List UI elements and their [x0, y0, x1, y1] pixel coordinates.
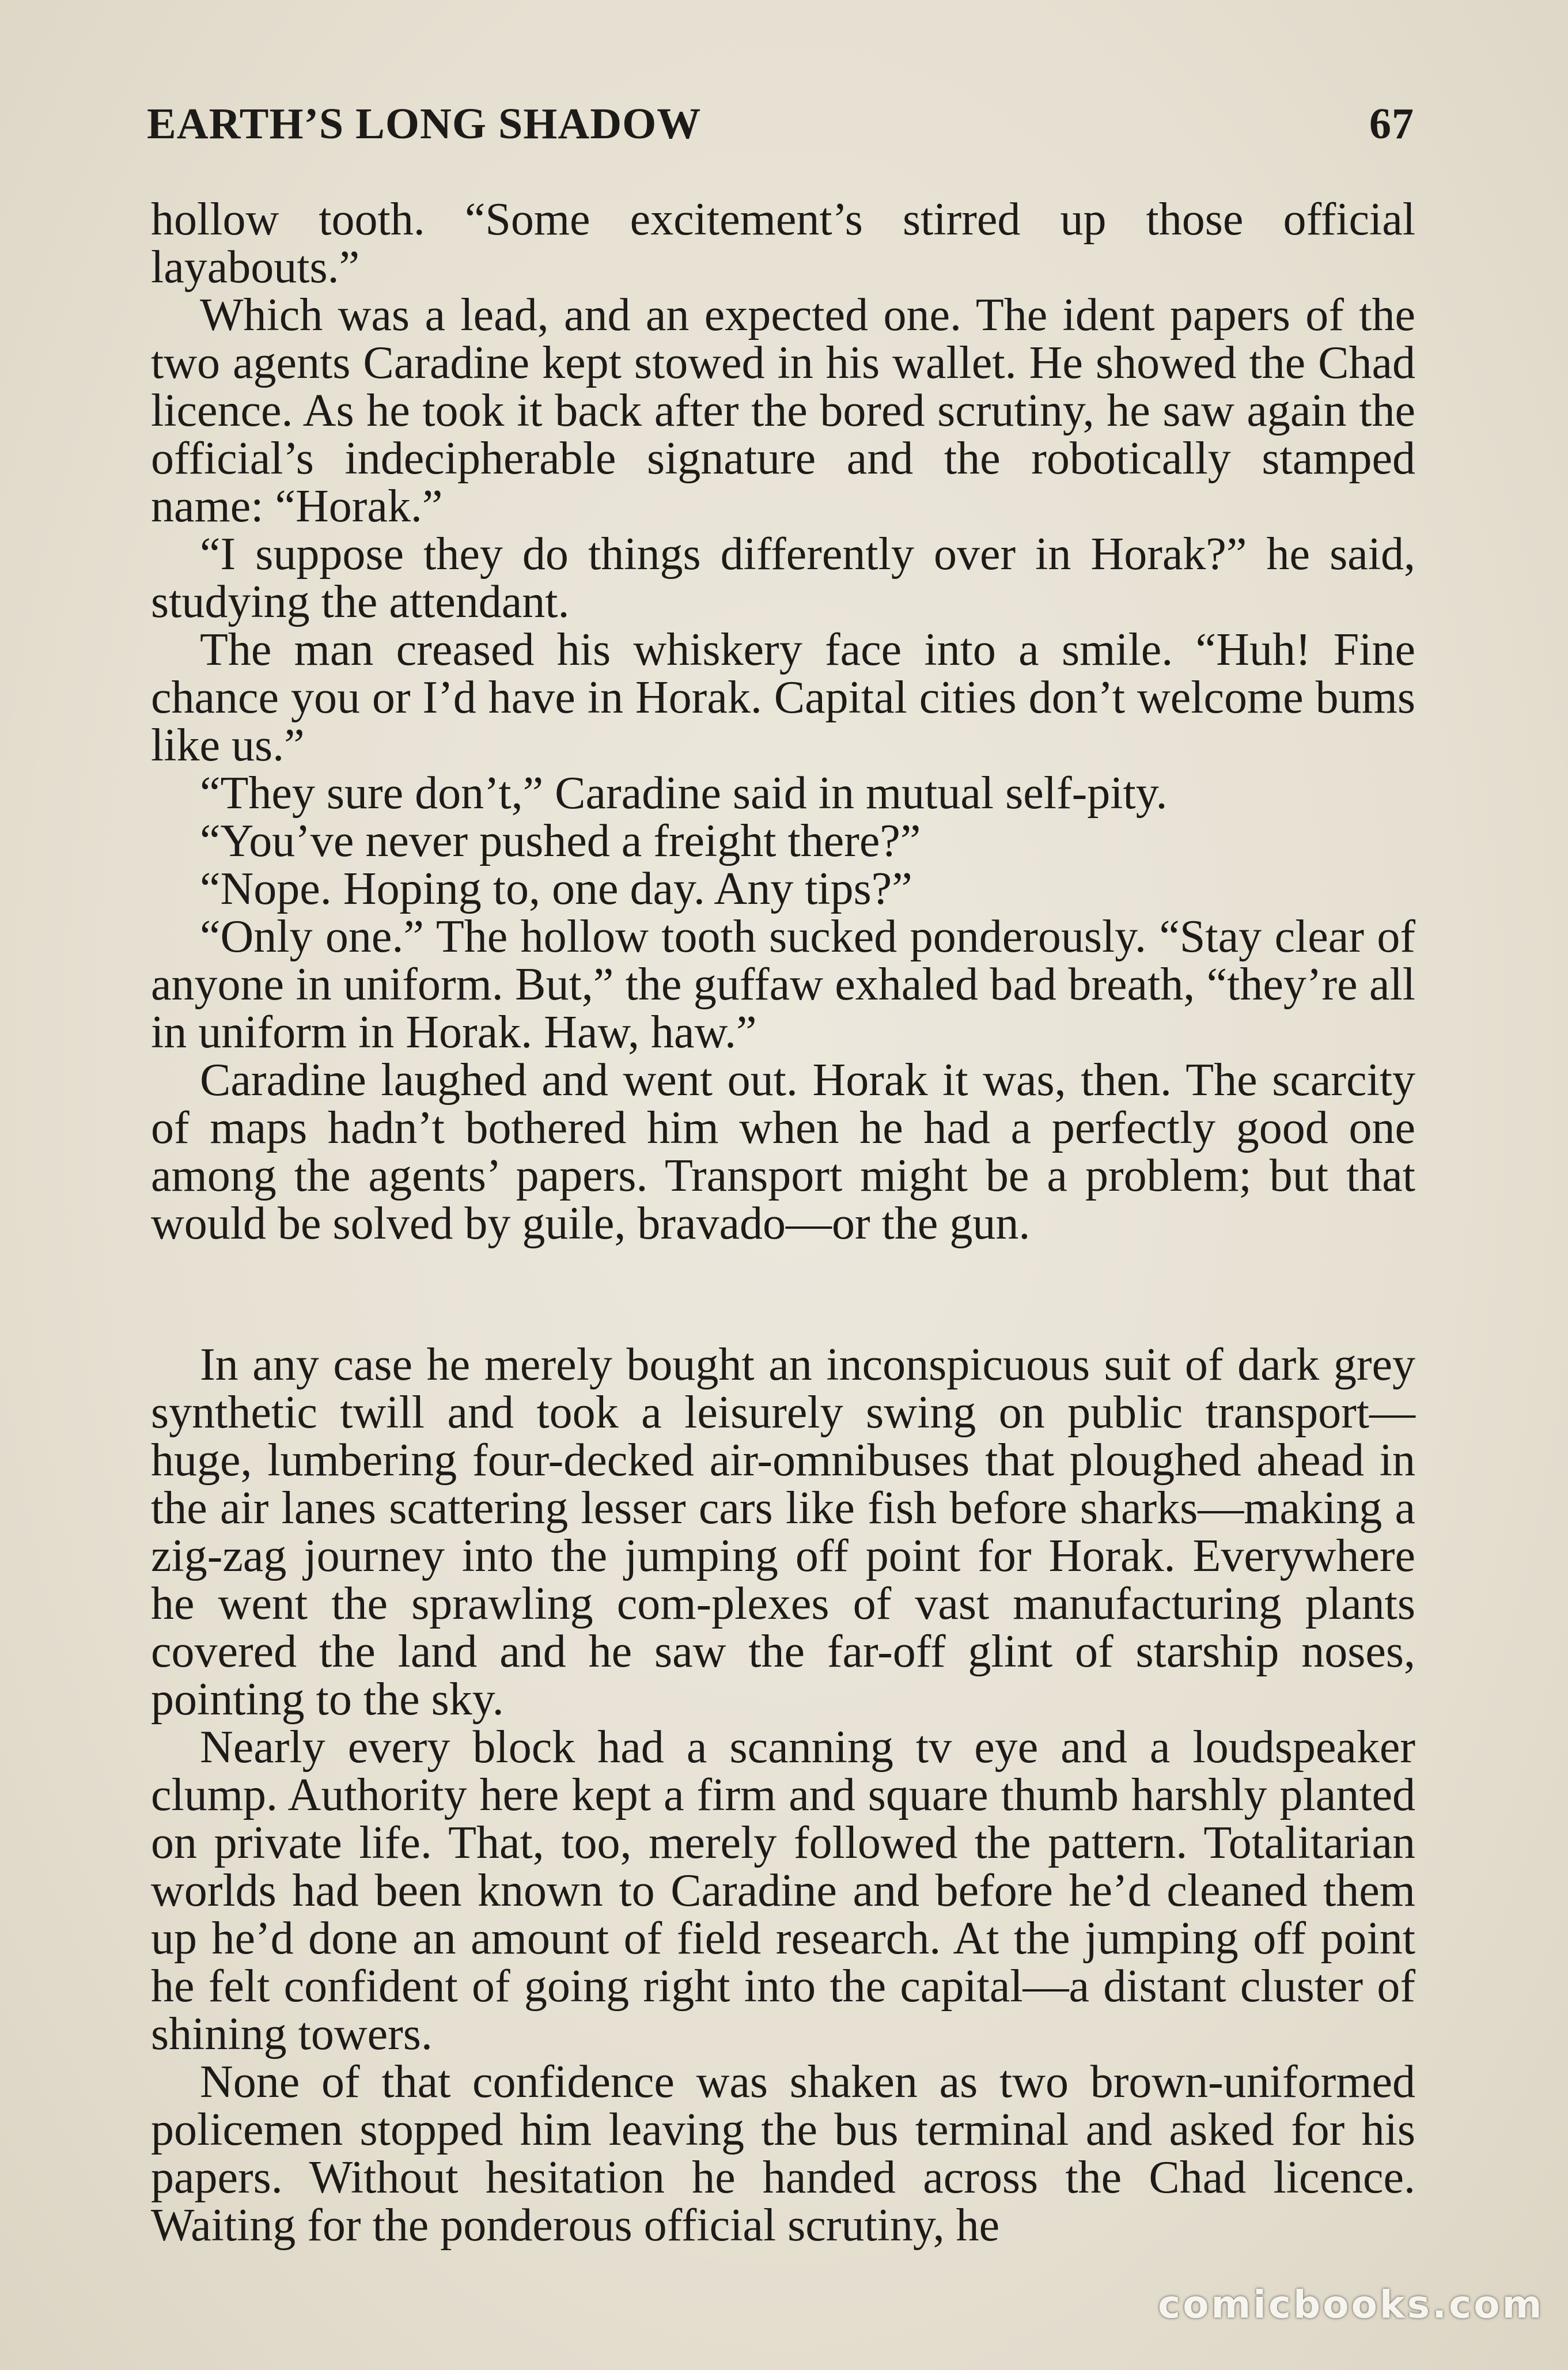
paragraph: Nearly every block had a scanning tv eye and a loudspeaker clump. Authority here kept a firm and square thumb harshly planted on private life. That, too, merely followed the pattern. Totalitarian worlds had been known to Caradine and before he’d cleaned them up he’d done an amount of field research. At the jumping off point he felt confident of going right into the capital—a distant cluster of shining towers.	[151, 1722, 1415, 2059]
paragraph: “You’ve never pushed a freight there?”	[200, 816, 921, 866]
paragraph: The man creased his whiskery face into a smile. “Huh! Fine chance you or I’d have in Horak. Capital cities don’t welcome bums like us.”	[151, 624, 1415, 771]
watermark: comicbooks.com	[1158, 2282, 1544, 2327]
page-number: 67	[1369, 100, 1414, 148]
running-header	[147, 99, 1414, 157]
text-block-after-break	[151, 1341, 1415, 2250]
paragraph: None of that confidence was shaken as two brown-uniformed policemen stopped him leaving the bus terminal and asked for his papers. Without hesitation he handed across the Chad licence. Waiting for the ponderous official scrutiny, he	[151, 2057, 1415, 2251]
chapter-title: EARTH’S LONG SHADOW	[147, 100, 702, 148]
paragraph: In any case he merely bought an inconspicuous suit of dark grey synthetic twill and took a leisurely swing on public transport—huge, lumbering four-decked air-omnibuses that ploughed ahead in the air lanes scattering lesser cars like fish before sharks—making a zig-zag journey into the jumping off point for Horak. Everywhere he went the sprawling com-plexes of vast manufacturing plants covered the land and he saw the far-off glint of starship noses, pointing to the sky.	[151, 1339, 1415, 1725]
paragraph: hollow tooth. “Some excitement’s stirred up those official layabouts.”	[151, 194, 1415, 293]
paragraph: “I suppose they do things differently over in Horak?” he said, studying the attendant.	[151, 529, 1415, 627]
paragraph: “Only one.” The hollow tooth sucked ponderously. “Stay clear of anyone in uniform. But,” the guffaw exhaled bad breath, “they’re all in uniform in Horak. Haw, haw.”	[151, 911, 1415, 1058]
paragraph: Caradine laughed and went out. Horak it was, then. The scarcity of maps hadn’t bothered him when he had a perfectly good one among the agents’ papers. Transport might be a problem; but that would be solved by guile, bravado—or the gun.	[151, 1055, 1415, 1249]
text-block-before-break	[151, 196, 1415, 1248]
paragraph: Which was a lead, and an expected one. The ident papers of the two agents Caradine kept stowed in his wallet. He showed the Chad licence. As he took it back after the bored scrutiny, he saw again the official’s indecipherable signature and the robotically stamped name: “Horak.”	[151, 290, 1415, 532]
paragraph: “Nope. Hoping to, one day. Any tips?”	[200, 864, 912, 914]
paragraph: “They sure don’t,” Caradine said in mutual self-pity.	[200, 768, 1168, 819]
